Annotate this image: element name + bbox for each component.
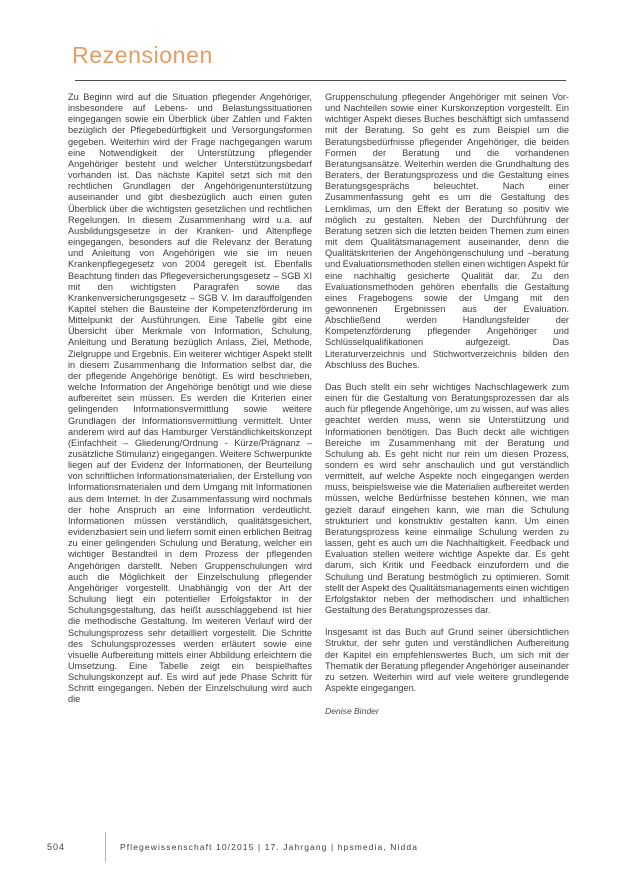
review-body: [68, 92, 569, 728]
journal-info: Pflegewissenschaft 10/2015 | 17. Jahrgang | hpsmedia, Nidda: [120, 842, 419, 852]
page-number: 504: [47, 842, 66, 852]
review-paragraph: Insgesamt ist das Buch auf Grund seiner übersichtlichen Struktur, der sehr guten und verständlichen Aufbereitung der Kapitel ein empfehlenswertes Buch, um sich mit der Thematik der Beratung pflegender Angehöriger auseinander zu setzen. Weiterhin wird auf viele weitere grundlegende Aspekte eingegangen.: [325, 627, 569, 693]
section-title: Rezensionen: [72, 42, 213, 68]
right-column: [325, 92, 569, 728]
review-paragraph: Gruppenschulung pflegender Angehöriger mit seinen Vor- und Nachteilen sowie einer Kurskonzeption vorgestellt. Ein wichtiger Aspekt dieses Buches beschäftigt sich umfassend mit der Beratung. So geht es zum Beispiel um die Beratungsbedürfnisse pflegender Angehöriger, die beiden Formen der Beratung und die vorhandenen Beratungsansätze. Weiterhin werden die Grundhaltung des Beraters, der Beratungsprozess und die Gestaltung eines Beratungsgesprächs beleuchtet. Nach einer Zusammenfassung geht es um die Gestaltung des Lernklimas, um den Effekt der Beratung so positiv wie möglich zu gestalten. Neben der Durchführung der Beratung setzen sich die letzten beiden Themen zum einen mit dem Qualitätsmanagement auseinander, denn die Qualitätskriterien der Angehörigenschulung und –beratung und Evaluationsmethoden stellen einen wichtigen Aspekt für eine nachhaltig gesicherte Qualität dar. Zu den Evaluationsmethoden gehören ebenfalls die Gestaltung eines Fragebogens sowie der Umgang mit den gewonnenen Ergebnissen aus der Evaluation. Abschließend werden Handlungsfelder der Kompetenzförderung pflegender Angehöriger und Schlüsselqualifikationen aufgezeigt. Das Literaturverzeichnis und Stichwortverzeichnis bilden den Abschluss des Buches.: [325, 92, 569, 370]
page-footer: [0, 830, 637, 864]
left-column: [68, 92, 312, 728]
review-paragraph: Das Buch stellt ein sehr wichtiges Nachschlagewerk zum einen für die Gestaltung von Beratungsprozessen dar als auch für pflegende Angehörige, um zu wissen, auf was alles geachtet werden muss, wenn sie Unterstützung und Informationen benötigen. Das Buch deckt alle wichtigen Bereiche im Zusammenhang mit der Beratung und Schulung ab. Es geht nicht nur rein um diesen Prozess, sondern es wird sehr anschaulich und gut verständlich vermittelt, auf welche Aspekte noch eingegangen werden muss, beispielsweise wie die Materialien aufbereitet werden müssen, welche Bedürfnisse bestehen können, wie man gezielt darauf eingehen kann, wie man die Schulung strukturiert und konstruktiv gestalten kann. Um einen Beratungsprozess keine einmalige Schulung werden zu lassen, geht es auch um die Nachhaltigkeit. Feedback und Evaluation stellen weitere wichtige Aspekte dar. Es geht darum, sich Kritik und Feedback einzufordern und die Schulung und Beratung bestmöglich zu optimieren. Somit stellt der Aspekt des Qualitätsmanagements einen wichtigen Erfolgsfaktor neben der methodischen und inhaltlichen Gestaltung des Beratungsprozesses dar.: [325, 381, 569, 616]
title-rule: [75, 80, 566, 81]
footer-divider: [105, 832, 106, 862]
reviewer-name: Denise Binder: [325, 706, 379, 717]
review-paragraph: Zu Beginn wird auf die Situation pflegender Angehöriger, insbesondere auf Lebens- und Belastungssituationen eingegangen sowie ein Überblick über Zahlen und Fakten bezüglich der Pflegebedürftigkeit und Versorgungsformen gegeben. Weiterhin wird der Frage nachgegangen warum eine Notwendigkeit der Unterstützung pflegender Angehöriger besteht und welcher Unterstützungsbedarf vorhanden ist. Das nächste Kapitel setzt sich mit den rechtlichen Grundlagen der Angehörigenunterstützung auseinander und gibt diesbezüglich auch einen guten Überblick über die wichtigsten gesetzlichen und rechtlichen Regelungen. In diesem Zusammenhang wird u.a. auf Ausbildungsgesetze in der Kranken- und Altenpflege eingegangen, besonders auf die Relevanz der Beratung und Anleitung von Angehörigen wie sie im neuen Krankenpflegegesetz von 2004 geregelt ist. Ebenfalls Beachtung finden das Pflegeversicherungsgesetz – SGB XI mit den wichtigsten Paragrafen sowie das Krankenversicherungsgesetz – SGB V. Im darauffolgenden Kapitel stehen die Bausteine der Kompetenzförderung im Mittelpunkt der Ausführungen. Eine Tabelle gibt eine Übersicht über Merkmale von Information, Schulung, Anleitung und Beratung bezüglich Anlass, Ziel, Methode, Zielgruppe und Ergebnis. Ein weiterer wichtiger Aspekt stellt in diesem Zusammenhang die Information selbst dar, die der pflegende Angehörige benötigt. Es wird beschrieben, welche Information der Angehörige benötigt und wie diese aufbereitet sein müssen. Es werden die Kriterien einer gelingenden Informationsvermittlung sowie weitere Grundlagen der Informationsvermittlung vermittelt. Unter anderem wird auf das Hamburger Verständlichkeitskonzept (Einfachheit – Gliederung/Ordnung - Kürze/Prägnanz – zusätzliche Stimulanz) eingegangen. Weitere Schwerpunkte liegen auf der Evidenz der Informationen, der Beurteilung von schriftlichen Informationsmaterialien, der Erstellung von Informationsmaterialen und dem Umgang mit Informationen aus dem Internet. In der Zusammenfassung wird nochmals der hohe Anspruch an eine Information verdeutlicht. Informationen müssen verständlich, qualitätsgesichert, evidenzbasiert sein und liefern somit einen erblichen Beitrag zu einer gelingenden Schulung und Beratung, welcher ein wichtiger Bestandteil in dem Prozess der pflegenden Angehörigen darstellt. Neben Gruppenschulungen wird auch die Möglichkeit der Einzelschulung pflegender Angehöriger vorgestellt. Unabhängig von der Art der Schulung liegt ein potentieller Erfolgsfaktor in der Schulungsgestaltung, das heißt ausschlaggebend ist hier die methodische Gestaltung. Im weiteren Verlauf wird der Schulungsprozess sehr detailliert vorgestellt. Die Schritte des Schulungsprozesses werden erläutert sowie eine visuelle Aufbereitung mittels einer Abbildung erleichtern die Umsetzung. Eine Tabelle zeigt ein beispielhaftes Schulungskonzept auf. Es wird auf jede Phase Schritt für Schritt eingegangen. Neben der Einzelschulung wird auch die: [68, 92, 312, 705]
